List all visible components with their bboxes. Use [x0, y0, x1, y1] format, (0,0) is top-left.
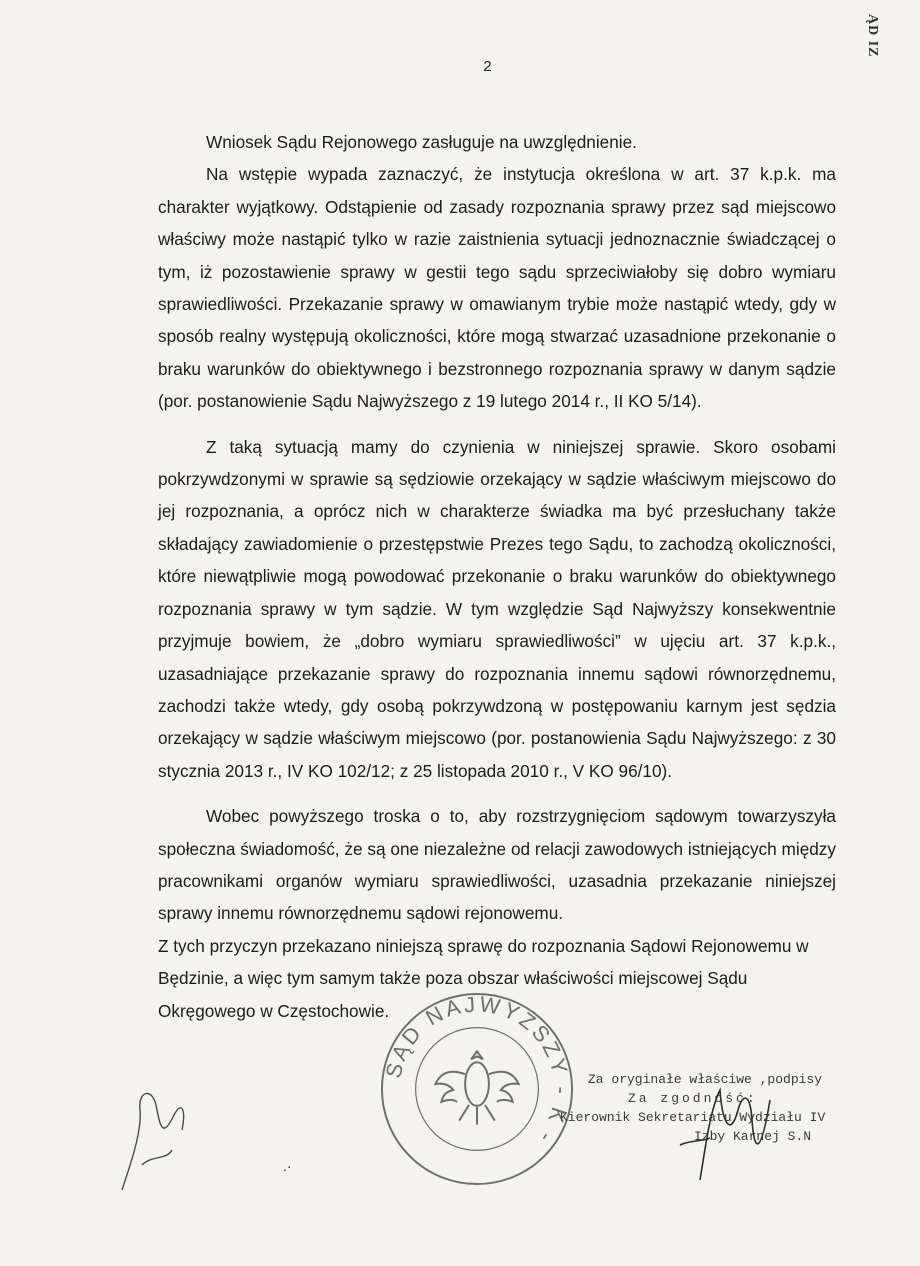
ink-dots: .·	[283, 1158, 292, 1174]
paragraph-5: Z tych przyczyn przekazano niniejszą sprawę do rozpoznania Sądowi Rejonowemu w Będzinie, a więc tym samym także poza obszar właściwości miejscowej Sądu Okręgowego w Częstochowie.	[158, 935, 809, 1021]
paragraph-4: Wobec powyższego troska o to, aby rozstrzygnięciom sądowym towarzyszyła społeczna świadomość, że są one niezależne od relacji zawodowych istniejących między pracownikami organów wymiaru sprawiedliwości, uzasadnia przekazanie niniejszej sprawy innemu równorzędnemu sądowi rejonowemu.	[158, 806, 836, 924]
certification-line-office: Kierownik Sekretariatu Wydziału IV	[560, 1110, 826, 1125]
certification-line-chamber: Izby Karnej S.N	[694, 1129, 812, 1144]
svg-text:SĄD NAJWYŻSZY - K -	[380, 991, 574, 1150]
certification-line-original: Za oryginałe właściwe ,podpisy	[588, 1072, 823, 1087]
seal-text: SĄD NAJWYŻSZY - K -	[380, 991, 575, 1151]
paragraph-3: Z taką sytuacją mamy do czynienia w niniejszej sprawie. Skoro osobami pokrzywdzonymi w sprawie są sędziowie orzekający w sądzie właściwym miejscowo do jej rozpoznania, a oprócz nich w charakterze świadka ma być przesłuchany także składający zawiadomienie o przestępstwie Prezes tego Sądu, to zachodzą okoliczności, które niewątpliwie mogą powodować przekonanie o braku warunków do obiektywnego rozpoznania sprawy w tym sądzie. W tym względzie Sąd Najwyższy konsekwentnie przyjmuje bowiem, że „dobro wymiaru sprawiedliwości” w ujęciu art. 37 k.p.k., uzasadniające przekazanie sprawy do rozpoznania innemu sądowi równorzędnemu, zachodzi także wtedy, gdy osobą pokrzywdzoną w postępowaniu karnym jest sędzia orzekający w sądzie właściwym miejscowo (por. postanowienia Sądu Najwyższego: z 30 stycznia 2013 r., IV KO 102/12; z 25 listopada 2010 r., V KO 96/10).	[158, 436, 836, 781]
paragraph-2: Na wstępie wypada zaznaczyć, że instytucja określona w art. 37 k.p.k. ma charakter wyjątkowy. Odstąpienie od zasady rozpoznania sprawy przez sąd miejscowo właściwy może nastąpić tylko w razie zaistnienia sytuacji jednoznacznie świadczącej o tym, iż pozostawienie sprawy w gestii tego sądu sprzeciwiałoby się dobro wymiaru sprawiedliwości. Przekazanie sprawy w omawianym trybie może nastąpić wtedy, gdy w sposób realny występują okoliczności, które mogą stwarzać uzasadnione przekonanie o braku warunków do obiektywnego i bezstronnego rozpoznania sprawy w danym sądzie (por. postanowienie Sądu Najwyższego z 19 lutego 2014 r., II KO 5/14).	[158, 164, 836, 412]
certification-line-conformity: Za zgodność:	[628, 1091, 758, 1106]
court-seal	[378, 990, 576, 1188]
page-number: 2	[483, 58, 492, 75]
paragraph-1: Wniosek Sądu Rejonowego zasługuje na uwzględnienie.	[206, 132, 637, 152]
corner-stamp-mark: ĄD IZ	[865, 14, 880, 58]
handwritten-signature-left	[112, 1070, 192, 1200]
document-body	[158, 126, 836, 1027]
handwritten-signature-right	[660, 1070, 800, 1190]
eagle-emblem-icon	[435, 1051, 518, 1124]
